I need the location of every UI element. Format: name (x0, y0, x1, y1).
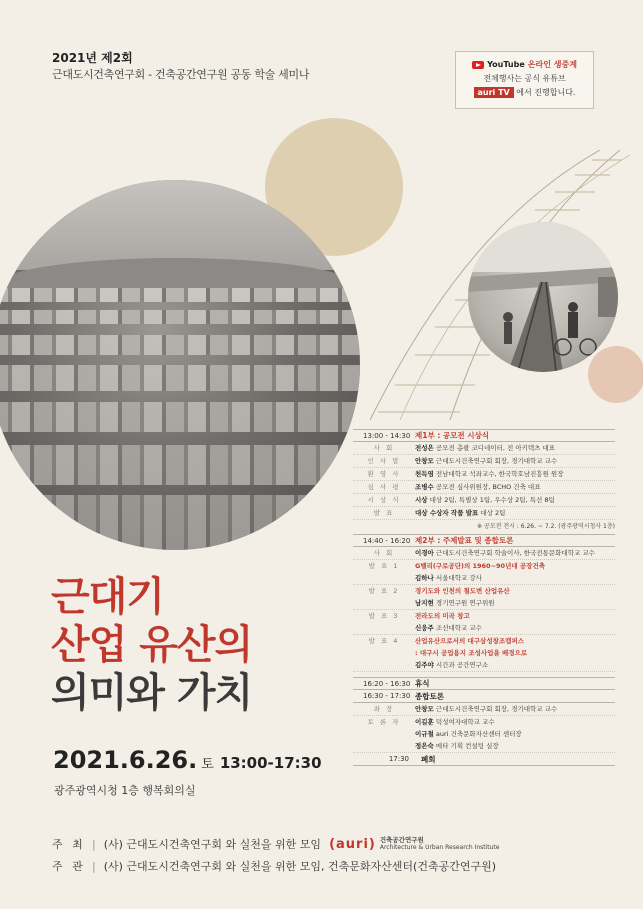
talk-topic: G밸리(구로공단)의 1960~90년대 공장건축 (415, 562, 546, 570)
row-name: 이경아 (415, 549, 434, 557)
photo-buildings (0, 402, 360, 432)
schedule-row (353, 703, 615, 716)
photo-sky (0, 180, 360, 270)
row-desc: 근대도시건축연구회 회장, 경기대학교 교수 (435, 457, 558, 465)
panelist-desc: 메타 기획 컨설팅 실장 (435, 742, 499, 750)
seminar-subtitle: 근대도시건축연구회 - 건축공간연구원 공동 학술 세미나 (52, 68, 310, 81)
discussion-title: 종합토론 (415, 691, 444, 701)
break-title: 휴식 (415, 679, 430, 688)
exhibition-note: ※ 공모전 전시 : 6.26. ~ 7.2. (광주광역시청사 1층) (477, 523, 615, 530)
break-time: 16:20 - 16:30 (363, 679, 411, 688)
schedule-row (353, 610, 615, 635)
discussion-time: 16:30 - 17:30 (363, 692, 411, 700)
poster-title (51, 573, 252, 717)
day-of-week: 토 (201, 757, 214, 772)
organizer-role: 주 관 (52, 860, 86, 873)
row-name: 대상 수상자 작품 발표 (415, 509, 479, 517)
live-label: 온라인 생중계 (527, 60, 577, 69)
organizer-row (52, 858, 496, 874)
peach-decor-circle (588, 346, 643, 403)
schedule-row (353, 635, 615, 672)
row-label: 토 론 자 (367, 718, 401, 726)
row-desc: 시간과 공간연구소 (435, 661, 489, 669)
industrial-city-photo (0, 180, 360, 550)
row-label: 좌 장 (373, 705, 395, 713)
row-desc: 경기연구원 연구위원 (435, 599, 495, 607)
event-venue: 광주광역시청 1층 행복회의실 (54, 784, 196, 797)
panelist-name: 이규철 (415, 730, 434, 738)
schedule-row (353, 547, 615, 560)
part1-header (353, 429, 615, 442)
row-name: 안창모 (415, 457, 434, 465)
divider: | (92, 859, 96, 873)
row-desc: 근대도시건축연구회 회장, 경기대학교 교수 (435, 705, 558, 713)
schedule-table (353, 429, 615, 766)
part2-time: 14:40 - 16:20 (363, 536, 411, 545)
row-name: 조병수 (415, 483, 434, 491)
schedule-row (353, 716, 615, 753)
schedule-row (353, 455, 615, 468)
talk-topic: 경기도와 인천의 철도변 산업유산 (415, 587, 510, 595)
row-label: 발 표 1 (368, 562, 400, 570)
row-desc: 공모전 총괄 코디네이터, 전 아키텍츠 대표 (435, 444, 556, 452)
event-time: 13:00-17:30 (219, 754, 322, 772)
youtube-stream-box (455, 51, 594, 109)
row-label: 발 표 4 (368, 637, 400, 645)
row-label: 사 회 (373, 549, 395, 557)
row-desc: 근대도시건축연구회 학술이사, 한국전통문화대학교 교수 (435, 549, 595, 557)
part1-time: 13:00 - 14:30 (363, 431, 411, 440)
photo-buildings (0, 310, 360, 324)
row-label: 사 회 (373, 444, 395, 452)
row-label: 발 표 3 (368, 612, 400, 620)
auri-logo-mark: (auri) (329, 836, 376, 852)
row-desc: 대상 2팀, 특별상 1팀, 우수상 2팀, 특선 8팀 (429, 496, 555, 504)
row-name: 전성은 (415, 444, 434, 452)
row-name: 김주야 (415, 661, 434, 669)
host-row (52, 836, 499, 852)
row-name: 남지현 (415, 599, 434, 607)
auri-name: 건축공간연구원 (379, 836, 424, 844)
schedule-row (353, 585, 615, 610)
edition-label: 2021년 제2회 (52, 51, 133, 65)
date-value: 2021.6.26. (53, 746, 198, 774)
schedule-row (353, 494, 615, 507)
row-name: 김하나 (415, 574, 434, 582)
railway-photo-circle (468, 222, 618, 372)
host-name: (사) 근대도시건축연구회 와 실천을 위한 모임 (103, 838, 322, 851)
break-row (353, 677, 615, 690)
auri-english-name: Architecture & Urban Research Institute (379, 844, 500, 851)
closing-row (353, 753, 615, 766)
panelist-name: 정은숙 (415, 742, 434, 750)
photo-buildings (0, 335, 360, 355)
talk-topic: 전라도의 미곡 창고 (415, 612, 470, 620)
row-label: 발 표 2 (368, 587, 400, 595)
title-line-2: 산업 유산의 (51, 622, 253, 668)
title-line-1: 근대기 (51, 574, 164, 620)
schedule-row (353, 507, 615, 520)
row-name: 시상 (415, 496, 428, 504)
title-line-3: 의미와 가치 (51, 670, 253, 716)
stream-line2: 전체행사는 공식 유튜브 (483, 74, 566, 83)
row-label: 심 사 평 (367, 483, 401, 491)
row-name: 천득염 (415, 470, 434, 478)
panelist-desc: auri 건축문화자산센터 센터장 (435, 730, 522, 738)
discussion-header (353, 690, 615, 703)
row-label: 발 표 (373, 509, 395, 517)
row-desc: 전남대학교 석좌교수, 한국학호남진흥원 원장 (435, 470, 564, 478)
closing-time: 17:30 (388, 755, 409, 763)
row-name: 신웅주 (415, 624, 434, 632)
part1-title: 제1부 : 공모전 시상식 (415, 431, 490, 440)
row-label: 환 영 사 (367, 470, 401, 478)
schedule-row (353, 560, 615, 585)
talk-topic: 산업유산으로서의 대구삼성창조캠퍼스 (415, 637, 525, 645)
photo-buildings (0, 445, 360, 485)
part2-title: 제2부 : 주제발표 및 종합토론 (415, 536, 514, 545)
schedule-row (353, 442, 615, 455)
divider: | (92, 837, 96, 851)
row-desc: 공모전 심사위원장, BCHO 건축 대표 (435, 483, 541, 491)
photo-buildings (0, 288, 360, 302)
schedule-row (353, 468, 615, 481)
part2-header (353, 534, 615, 547)
panelist-name: 이길훈 (415, 718, 434, 726)
organizer-name: (사) 근대도시건축연구회 와 실천을 위한 모임, 건축문화자산센터(건축공간연구원) (103, 860, 497, 873)
row-desc: 대상 2팀 (480, 509, 506, 517)
auri-logo (329, 837, 499, 852)
schedule-row (353, 481, 615, 494)
row-name: 안창모 (415, 705, 434, 713)
photo-buildings (0, 365, 360, 391)
youtube-label: YouTube (487, 60, 525, 69)
youtube-play-icon (472, 61, 484, 69)
auri-tv-tag: auri TV (474, 87, 514, 98)
row-desc: 조선대학교 교수 (435, 624, 482, 632)
talk-topic-sub: : 대구시 공업용지 조성사업을 배경으로 (415, 649, 528, 657)
closing-title: 폐회 (421, 754, 436, 764)
panelist-desc: 덕성여자대학교 교수 (435, 718, 495, 726)
stream-line3: 에서 진행합니다. (516, 88, 576, 97)
photo-buildings (0, 495, 360, 550)
row-label: 인 사 말 (367, 457, 401, 465)
row-desc: 서울대학교 강사 (435, 574, 482, 582)
event-date (53, 746, 322, 774)
host-role: 주 최 (52, 838, 86, 851)
row-label: 시 상 식 (367, 496, 401, 504)
